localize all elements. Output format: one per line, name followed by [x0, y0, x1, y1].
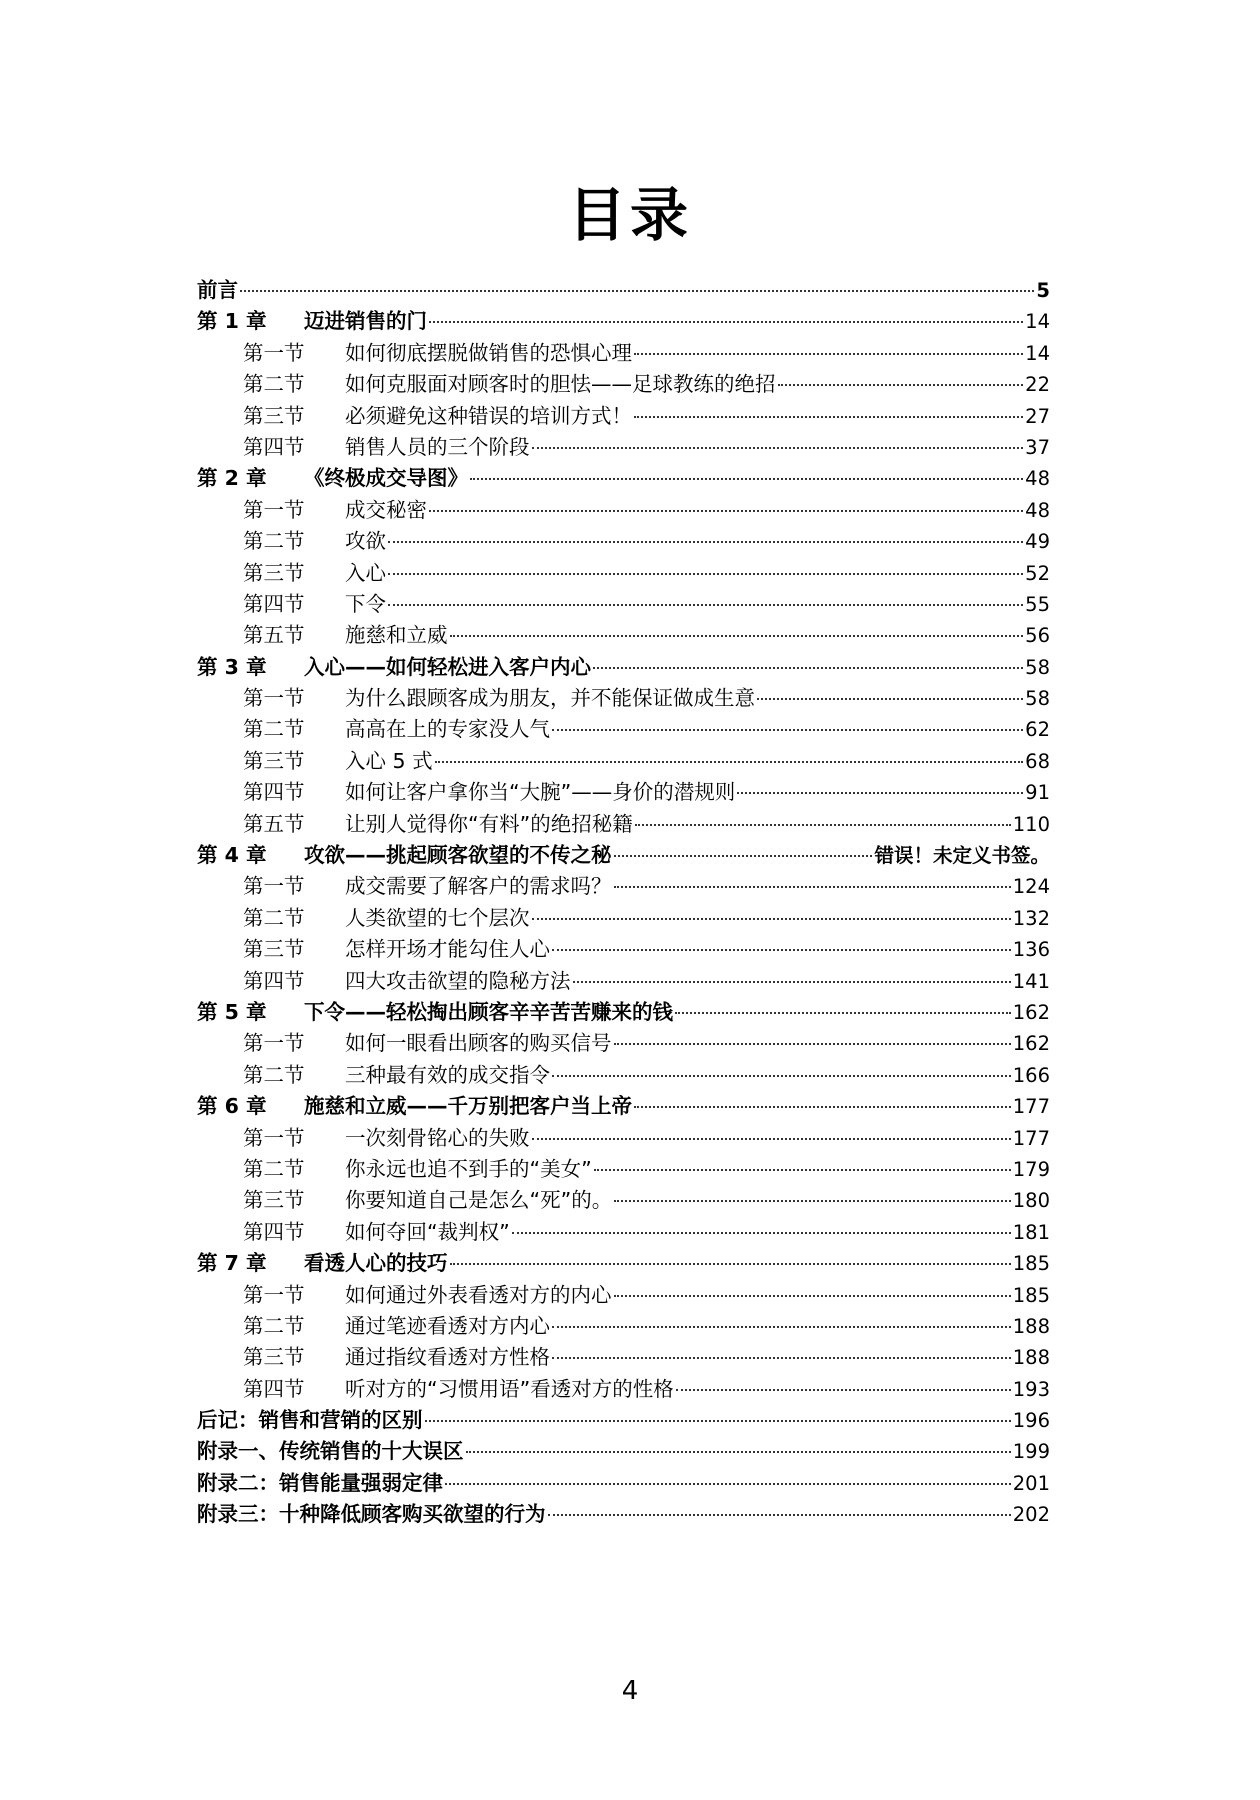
entry-number: 第四节 — [243, 434, 305, 459]
dot-leader — [614, 886, 1011, 888]
toc-section-entry[interactable] — [197, 338, 1050, 369]
entry-title: 四大攻击欲望的隐秘方法 — [345, 968, 571, 993]
toc-entry[interactable] — [197, 1468, 1050, 1499]
entry-number: 第二节 — [243, 1156, 305, 1181]
entry-number: 第一节 — [243, 1282, 305, 1307]
entry-title: 如何让客户拿你当“大腕”——身价的潜规则 — [345, 780, 736, 805]
entry-title: 高高在上的专家没人气 — [345, 717, 550, 742]
dot-leader — [634, 416, 1023, 418]
toc-section-entry[interactable] — [197, 620, 1050, 651]
entry-number: 第 7 章 — [197, 1251, 267, 1276]
entry-page: 185 — [1012, 1252, 1050, 1276]
entry-number: 第三节 — [243, 560, 305, 585]
dot-leader — [778, 384, 1024, 386]
entry-page: 14 — [1025, 341, 1050, 365]
dot-leader — [614, 1295, 1011, 1297]
dot-leader — [552, 1075, 1011, 1077]
entry-title: 如何夺回“裁判权” — [345, 1219, 510, 1244]
dot-leader — [532, 918, 1011, 920]
entry-title: 如何通过外表看透对方的内心 — [345, 1282, 612, 1307]
toc-chapter-entry[interactable] — [197, 1248, 1050, 1279]
entry-page: 141 — [1012, 969, 1050, 993]
entry-title: 《终极成交导图》 — [304, 466, 468, 491]
entry-title: 施慈和立威——千万别把客户当上帝 — [304, 1094, 632, 1119]
entry-number: 第四节 — [243, 591, 305, 616]
entry-number: 第四节 — [243, 1376, 305, 1401]
toc-entry[interactable] — [197, 1499, 1050, 1530]
entry-title: 附录二：销售能量强弱定律 — [197, 1470, 443, 1495]
toc-section-entry[interactable] — [197, 1060, 1050, 1091]
toc-entry[interactable] — [197, 1436, 1050, 1467]
entry-page: 48 — [1025, 498, 1050, 522]
entry-number: 第二节 — [243, 905, 305, 930]
dot-leader — [634, 1106, 1011, 1108]
entry-page: 162 — [1012, 1032, 1050, 1056]
entry-page: 55 — [1025, 592, 1050, 616]
entry-number: 第一节 — [243, 686, 305, 711]
toc-section-entry[interactable] — [197, 1028, 1050, 1059]
entry-number: 第一节 — [243, 1031, 305, 1056]
entry-page: 68 — [1025, 749, 1050, 773]
toc-chapter-entry[interactable] — [197, 840, 1050, 871]
toc-section-entry[interactable] — [197, 589, 1050, 620]
toc-chapter-entry[interactable] — [197, 652, 1050, 683]
entry-page: 48 — [1025, 467, 1050, 491]
toc-section-entry[interactable] — [197, 369, 1050, 400]
dot-leader — [240, 290, 1034, 292]
entry-page: 27 — [1025, 404, 1050, 428]
toc-chapter-entry[interactable] — [197, 1091, 1050, 1122]
entry-number: 第五节 — [243, 623, 305, 648]
dot-leader — [435, 761, 1024, 763]
entry-number: 第三节 — [243, 1188, 305, 1213]
dot-leader — [548, 1514, 1011, 1516]
dot-leader — [635, 824, 1011, 826]
entry-title: 人类欲望的七个层次 — [345, 905, 530, 930]
dot-leader — [425, 1420, 1011, 1422]
entry-number: 第二节 — [243, 717, 305, 742]
entry-title: 前言 — [197, 278, 238, 302]
toc-section-entry[interactable] — [197, 683, 1050, 714]
entry-title: 如何彻底摆脱做销售的恐惧心理 — [345, 340, 632, 365]
toc-chapter-entry[interactable] — [197, 463, 1050, 494]
dot-leader — [614, 1200, 1011, 1202]
toc-section-entry[interactable] — [197, 714, 1050, 745]
entry-page: 62 — [1025, 718, 1050, 742]
dot-leader — [470, 478, 1023, 480]
entry-page: 5 — [1036, 279, 1050, 302]
entry-page: 错误！未定义书签。 — [874, 844, 1050, 868]
toc-section-entry[interactable] — [197, 903, 1050, 934]
toc-section-entry[interactable] — [197, 934, 1050, 965]
entry-page: 193 — [1012, 1377, 1050, 1401]
dot-leader — [429, 321, 1023, 323]
entry-title: 听对方的“习惯用语”看透对方的性格 — [345, 1376, 674, 1401]
dot-leader — [676, 1389, 1011, 1391]
entry-title: 你永远也追不到手的“美女” — [345, 1156, 592, 1181]
entry-number: 第二节 — [243, 372, 305, 397]
entry-page: 22 — [1025, 373, 1050, 397]
dot-leader — [614, 855, 873, 857]
entry-page: 180 — [1012, 1189, 1050, 1213]
entry-title: 附录一、传统销售的十大误区 — [197, 1439, 464, 1464]
entry-number: 第 4 章 — [197, 843, 267, 868]
toc-section-entry[interactable] — [197, 1154, 1050, 1185]
entry-title: 如何一眼看出顾客的购买信号 — [345, 1031, 612, 1056]
toc-entry[interactable] — [197, 275, 1050, 306]
toc-section-entry[interactable] — [197, 1280, 1050, 1311]
entry-page: 56 — [1025, 624, 1050, 648]
table-of-contents — [197, 275, 1050, 1531]
dot-leader — [388, 573, 1023, 575]
toc-section-entry[interactable] — [197, 809, 1050, 840]
entry-page: 58 — [1025, 687, 1050, 711]
entry-title: 入心——如何轻松进入客户内心 — [304, 654, 591, 679]
dot-leader — [552, 1357, 1011, 1359]
entry-number: 第 1 章 — [197, 309, 267, 334]
dot-leader — [466, 1451, 1011, 1453]
entry-title: 下令——轻松掏出顾客辛辛苦苦赚来的钱 — [304, 999, 673, 1024]
entry-number: 第五节 — [243, 811, 305, 836]
dot-leader — [573, 981, 1011, 983]
dot-leader — [594, 1169, 1011, 1171]
entry-page: 185 — [1012, 1283, 1050, 1307]
entry-number: 第 2 章 — [197, 466, 267, 491]
entry-page: 177 — [1012, 1126, 1050, 1150]
toc-section-entry[interactable] — [197, 526, 1050, 557]
dot-leader — [675, 1012, 1011, 1014]
dot-leader — [552, 949, 1011, 951]
entry-number: 第一节 — [243, 497, 305, 522]
dot-leader — [532, 447, 1024, 449]
entry-number: 第 5 章 — [197, 999, 267, 1024]
entry-number: 第四节 — [243, 1219, 305, 1244]
entry-number: 第三节 — [243, 403, 305, 428]
entry-page: 199 — [1012, 1440, 1050, 1464]
entry-page: 162 — [1012, 1000, 1050, 1024]
dot-leader — [450, 1263, 1011, 1265]
entry-title: 三种最有效的成交指令 — [345, 1062, 550, 1087]
entry-title: 附录三：十种降低顾客购买欲望的行为 — [197, 1502, 546, 1527]
entry-page: 179 — [1012, 1157, 1050, 1181]
entry-number: 第三节 — [243, 748, 305, 773]
page-number: 4 — [621, 1676, 639, 1706]
entry-title: 成交秘密 — [345, 497, 427, 522]
toc-section-entry[interactable] — [197, 871, 1050, 902]
entry-page: 14 — [1025, 310, 1050, 334]
toc-section-entry[interactable] — [197, 1342, 1050, 1373]
entry-number: 第四节 — [243, 780, 305, 805]
entry-title: 迈进销售的门 — [304, 309, 427, 334]
entry-number: 第三节 — [243, 1345, 305, 1370]
dot-leader — [737, 792, 1023, 794]
toc-section-entry[interactable] — [197, 495, 1050, 526]
entry-page: 201 — [1012, 1471, 1050, 1495]
entry-number: 第一节 — [243, 340, 305, 365]
entry-page: 91 — [1025, 781, 1050, 805]
dot-leader — [634, 353, 1023, 355]
entry-number: 第 3 章 — [197, 654, 267, 679]
entry-title: 成交需要了解客户的需求吗？ — [345, 874, 612, 899]
entry-page: 196 — [1012, 1409, 1050, 1433]
toc-section-entry[interactable] — [197, 401, 1050, 432]
dot-leader — [552, 729, 1023, 731]
entry-title: 你要知道自己是怎么“死”的。 — [345, 1188, 613, 1213]
entry-title: 销售人员的三个阶段 — [345, 434, 530, 459]
entry-page: 58 — [1025, 655, 1050, 679]
entry-title: 通过笔迹看透对方内心 — [345, 1313, 550, 1338]
entry-page: 166 — [1012, 1063, 1050, 1087]
entry-title: 入心 5 式 — [345, 748, 433, 773]
toc-section-entry[interactable] — [197, 777, 1050, 808]
toc-section-entry[interactable] — [197, 1311, 1050, 1342]
entry-page: 202 — [1012, 1503, 1050, 1527]
entry-page: 132 — [1012, 906, 1050, 930]
entry-number: 第一节 — [243, 1125, 305, 1150]
entry-page: 136 — [1012, 938, 1050, 962]
dot-leader — [512, 1232, 1011, 1234]
entry-page: 49 — [1025, 530, 1050, 554]
toc-entry[interactable] — [197, 1405, 1050, 1436]
dot-leader — [593, 667, 1023, 669]
entry-title: 让别人觉得你“有料”的绝招秘籍 — [345, 811, 633, 836]
entry-title: 后记：销售和营销的区别 — [197, 1408, 423, 1433]
toc-section-entry[interactable] — [197, 1217, 1050, 1248]
entry-page: 110 — [1012, 812, 1050, 836]
toc-title: 目录 — [567, 181, 692, 249]
toc-section-entry[interactable] — [197, 746, 1050, 777]
entry-title: 下令 — [345, 591, 386, 616]
toc-section-entry[interactable] — [197, 432, 1050, 463]
entry-page: 181 — [1012, 1220, 1050, 1244]
entry-title: 攻欲——挑起顾客欲望的不传之秘 — [304, 843, 612, 868]
entry-title: 攻欲 — [345, 529, 386, 554]
toc-chapter-entry[interactable] — [197, 997, 1050, 1028]
entry-title: 如何克服面对顾客时的胆怯——足球教练的绝招 — [345, 372, 776, 397]
entry-number: 第 6 章 — [197, 1094, 267, 1119]
entry-number: 第二节 — [243, 1062, 305, 1087]
entry-title: 入心 — [345, 560, 386, 585]
entry-title: 怎样开场才能勾住人心 — [345, 937, 550, 962]
toc-section-entry[interactable] — [197, 558, 1050, 589]
dot-leader — [614, 1043, 1011, 1045]
entry-number: 第四节 — [243, 968, 305, 993]
toc-section-entry[interactable] — [197, 1123, 1050, 1154]
entry-number: 第三节 — [243, 937, 305, 962]
entry-title: 看透人心的技巧 — [304, 1251, 448, 1276]
dot-leader — [429, 510, 1023, 512]
toc-section-entry[interactable] — [197, 966, 1050, 997]
entry-number: 第二节 — [243, 529, 305, 554]
entry-page: 188 — [1012, 1346, 1050, 1370]
entry-title: 施慈和立威 — [345, 623, 448, 648]
entry-title: 为什么跟顾客成为朋友，并不能保证做成生意 — [345, 686, 755, 711]
entry-page: 177 — [1012, 1095, 1050, 1119]
entry-page: 37 — [1025, 435, 1050, 459]
dot-leader — [757, 698, 1023, 700]
dot-leader — [445, 1483, 1011, 1485]
entry-page: 188 — [1012, 1314, 1050, 1338]
dot-leader — [532, 1138, 1011, 1140]
entry-page: 52 — [1025, 561, 1050, 585]
entry-page: 124 — [1012, 875, 1050, 899]
entry-number: 第一节 — [243, 874, 305, 899]
toc-section-entry[interactable] — [197, 1374, 1050, 1405]
entry-title: 通过指纹看透对方性格 — [345, 1345, 550, 1370]
toc-chapter-entry[interactable] — [197, 306, 1050, 337]
dot-leader — [388, 541, 1023, 543]
entry-title: 必须避免这种错误的培训方式！ — [345, 403, 632, 428]
entry-title: 一次刻骨铭心的失败 — [345, 1125, 530, 1150]
dot-leader — [388, 604, 1023, 606]
entry-number: 第二节 — [243, 1313, 305, 1338]
dot-leader — [552, 1326, 1011, 1328]
dot-leader — [450, 635, 1024, 637]
toc-section-entry[interactable] — [197, 1185, 1050, 1216]
